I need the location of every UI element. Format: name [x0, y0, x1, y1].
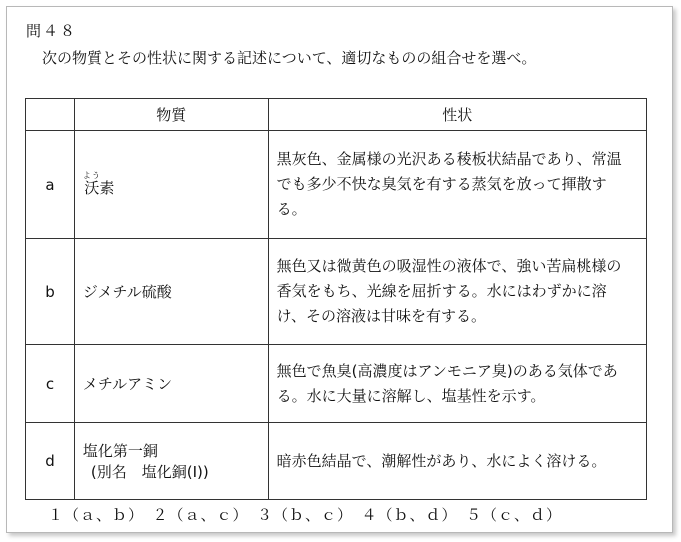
substance-cell: メチルアミン — [74, 345, 268, 423]
row-label: b — [26, 239, 75, 345]
substance-cell — [74, 423, 268, 500]
substance-cell: 沃よう素 — [74, 131, 268, 239]
property-cell: 暗赤色結晶で、潮解性があり、水によく溶ける。 — [268, 423, 646, 500]
substance-name: 沃よう — [82, 171, 101, 197]
question-number: 問４８ — [26, 22, 78, 40]
substance-alias: (別名 塩化銅(Ⅰ)) — [90, 463, 209, 481]
substance-name: 塩化第一銅 — [82, 442, 158, 460]
question-instruction: 次の物質とその性状に関する記述について、適切なものの組合せを選べ。 — [42, 49, 537, 67]
substance-cell: ジメチル硫酸 — [74, 239, 268, 345]
table-header-row — [26, 99, 647, 131]
table-row — [26, 423, 647, 500]
header-property: 性状 — [268, 99, 646, 131]
row-label: a — [26, 131, 75, 239]
answer-choices: １（ａ、ｂ） ２（ａ、ｃ） ３（ｂ、ｃ） ４（ｂ、ｄ） ５（ｃ、ｄ） — [48, 506, 563, 524]
property-cell: 無色又は微黄色の吸湿性の液体で、強い苦扁桃様の香気をもち、光線を屈折する。水にはわずかに溶け、その溶液は甘味を有する。 — [268, 239, 646, 345]
header-blank — [26, 99, 75, 131]
table-row — [26, 131, 647, 239]
substance-table — [25, 98, 647, 500]
header-substance: 物質 — [74, 99, 268, 131]
property-cell: 黒灰色、金属様の光沢ある稜板状結晶であり、常温でも多少不快な臭気を有する蒸気を放って揮散する。 — [268, 131, 646, 239]
property-cell: 無色で魚臭(高濃度はアンモニア臭)のある気体である。水に大量に溶解し、塩基性を示す。 — [268, 345, 646, 423]
table-row — [26, 345, 647, 423]
furigana: よう — [82, 171, 101, 180]
row-label: c — [26, 345, 75, 423]
table-row — [26, 239, 647, 345]
row-label: d — [26, 423, 75, 500]
